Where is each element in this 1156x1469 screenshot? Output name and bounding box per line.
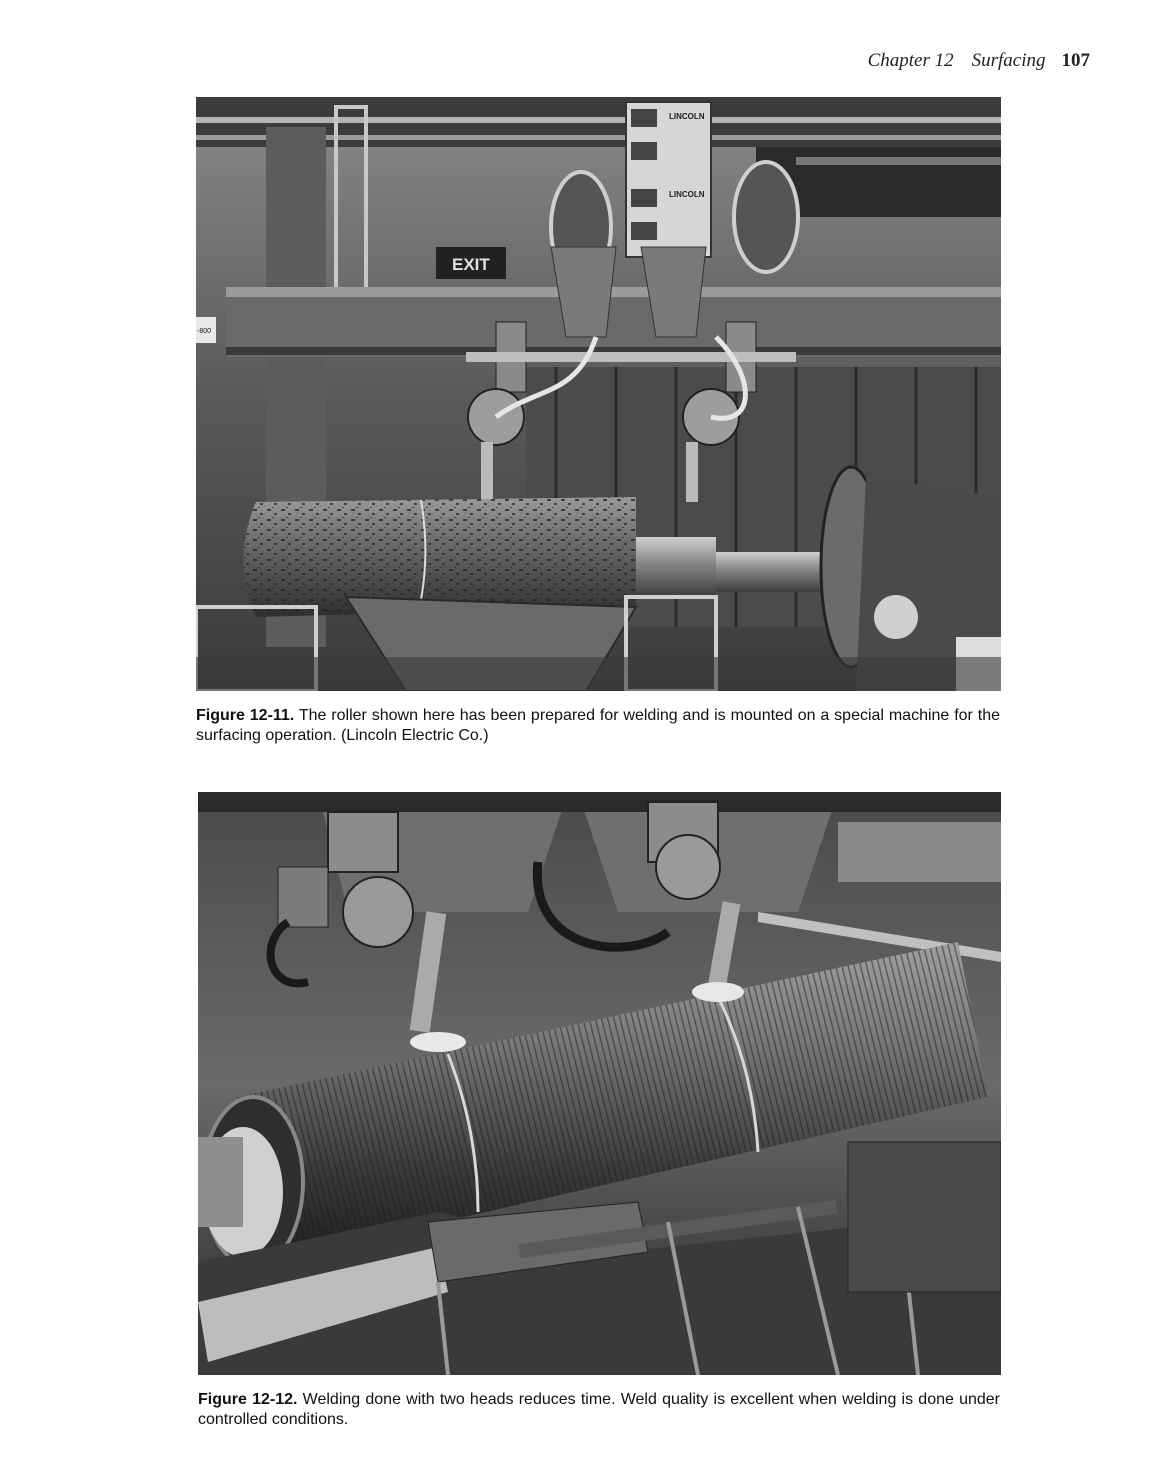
figure-12-11-caption: [196, 706, 1000, 746]
caption-text: Welding done with two heads reduces time. Weld quality is excellent when welding is done under controlled conditions.: [198, 1391, 1001, 1428]
page-number: 107: [1061, 50, 1090, 71]
caption-text: The roller shown here has been prepared for welding and is mounted on a special machine for the surfacing operation. (Lincoln Electric Co.): [196, 707, 1001, 744]
figure-12-12-caption: [198, 1390, 1000, 1430]
exit-sign: EXIT: [452, 255, 490, 274]
running-head: [600, 50, 1090, 72]
figure-label: Figure 12-11.: [196, 707, 295, 724]
chapter-title: Chapter 12: [867, 50, 954, 71]
two-head-welding-image: [198, 792, 1001, 1375]
figure-12-12-photo: [198, 792, 1001, 1375]
lincoln-label-bottom: LINCOLN: [669, 190, 705, 199]
roller-on-welding-machine-image: [196, 97, 1001, 691]
figure-12-11-photo: [196, 97, 1001, 691]
side-tag: -800: [197, 328, 212, 335]
section-title: Surfacing: [971, 50, 1046, 71]
figure-label: Figure 12-12.: [198, 1391, 298, 1408]
lincoln-label-top: LINCOLN: [669, 112, 705, 121]
